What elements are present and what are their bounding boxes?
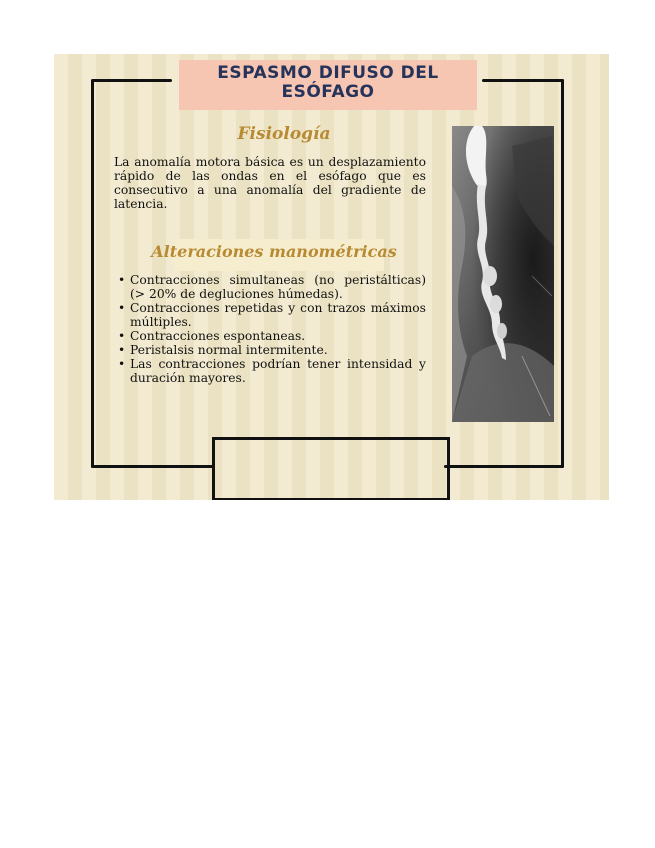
list-item: • Las contracciones podrían tener intensidad y duración mayores. bbox=[118, 357, 426, 385]
list-item: • Contracciones espontaneas. bbox=[118, 329, 306, 343]
frame-bottom-left bbox=[91, 465, 214, 468]
bottom-box bbox=[212, 437, 450, 500]
frame-right bbox=[561, 79, 564, 468]
heading-alteraciones: Alteraciones manométricas bbox=[151, 242, 397, 261]
frame-top-right bbox=[482, 79, 564, 82]
fisiologia-paragraph: La anomalía motora básica es un desplazamiento rápido de las ondas en el esófago que es consecutivo a una anomalía del gradiente de latencia. bbox=[114, 155, 426, 211]
alteraciones-list bbox=[116, 273, 426, 385]
bullet-icon: • bbox=[118, 273, 126, 287]
bullet-icon: • bbox=[118, 343, 126, 357]
bullet-icon: • bbox=[118, 301, 126, 315]
esophagus-xray-image bbox=[452, 126, 554, 422]
heading-fisiologia: Fisiología bbox=[237, 124, 331, 144]
frame-top-left bbox=[92, 79, 172, 82]
frame-left bbox=[91, 79, 94, 468]
list-item: • Contracciones repetidas y con trazos máximos múltiples. bbox=[118, 301, 426, 329]
page-title bbox=[179, 64, 477, 102]
title-line-1: ESPASMO DIFUSO DEL bbox=[217, 63, 439, 83]
title-banner bbox=[179, 60, 477, 110]
slide bbox=[54, 54, 609, 500]
bullet-icon: • bbox=[118, 357, 126, 371]
title-line-2: ESÓFAGO bbox=[281, 82, 375, 102]
list-item: • Contracciones simultaneas (no peristálticas) (> 20% de degluciones húmedas). bbox=[118, 273, 426, 301]
frame-bottom-right bbox=[444, 465, 564, 468]
list-item: • Peristalsis normal intermitente. bbox=[118, 343, 328, 357]
bullet-icon: • bbox=[118, 329, 126, 343]
